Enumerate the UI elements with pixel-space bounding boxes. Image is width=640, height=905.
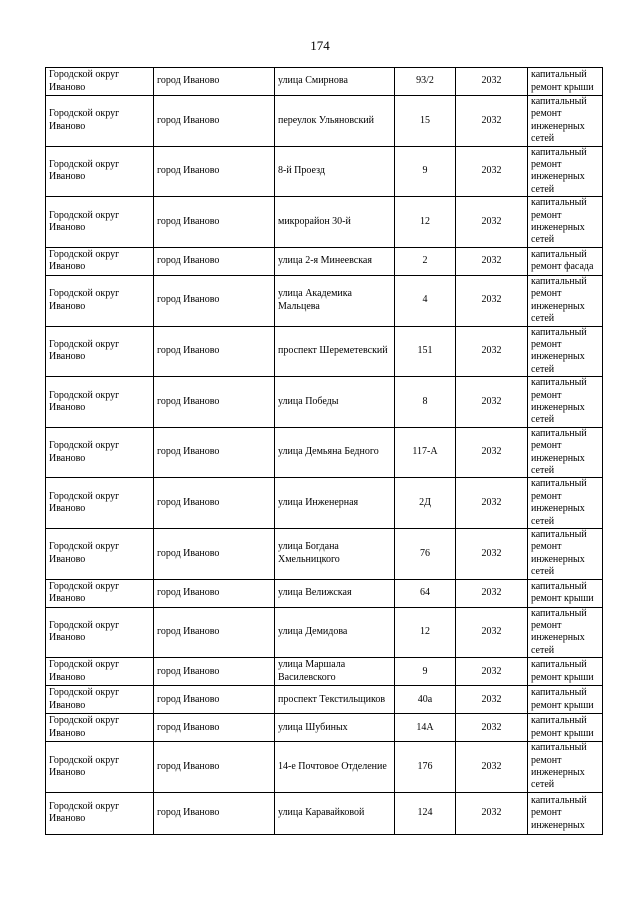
table-body xyxy=(46,68,603,835)
settlement-cell: город Иваново xyxy=(154,68,275,96)
table-row xyxy=(46,742,603,793)
settlement-cell: город Иваново xyxy=(154,247,275,275)
table-row xyxy=(46,197,603,248)
municipality-cell: Городской округ Иваново xyxy=(46,607,154,658)
street-cell: улица Академика Мальцева xyxy=(275,275,395,326)
work-type-cell: капитальный ремонт крыши xyxy=(528,68,603,96)
year-cell: 2032 xyxy=(456,275,528,326)
settlement-cell: город Иваново xyxy=(154,686,275,714)
street-cell: микрорайон 30-й xyxy=(275,197,395,248)
table-row xyxy=(46,792,603,834)
municipality-cell: Городской округ Иваново xyxy=(46,714,154,742)
table-row xyxy=(46,686,603,714)
street-cell: переулок Ульяновский xyxy=(275,96,395,147)
year-cell: 2032 xyxy=(456,478,528,529)
house-number-cell: 15 xyxy=(395,96,456,147)
street-cell: 8-й Проезд xyxy=(275,146,395,197)
house-number-cell: 2Д xyxy=(395,478,456,529)
settlement-cell: город Иваново xyxy=(154,714,275,742)
work-type-cell: капитальный ремонт фасада xyxy=(528,247,603,275)
municipality-cell: Городской округ Иваново xyxy=(46,792,154,834)
work-type-cell: капитальный ремонт инженерных сетей xyxy=(528,742,603,793)
table-row xyxy=(46,427,603,478)
housing-repair-table xyxy=(45,67,603,835)
house-number-cell: 117-А xyxy=(395,427,456,478)
work-type-cell: капитальный ремонт крыши xyxy=(528,714,603,742)
work-type-cell: капитальный ремонт инженерных сетей xyxy=(528,427,603,478)
street-cell: улица Инженерная xyxy=(275,478,395,529)
house-number-cell: 64 xyxy=(395,579,456,607)
settlement-cell: город Иваново xyxy=(154,579,275,607)
municipality-cell: Городской округ Иваново xyxy=(46,197,154,248)
year-cell: 2032 xyxy=(456,96,528,147)
year-cell: 2032 xyxy=(456,658,528,686)
table-row xyxy=(46,579,603,607)
year-cell: 2032 xyxy=(456,68,528,96)
settlement-cell: город Иваново xyxy=(154,478,275,529)
municipality-cell: Городской округ Иваново xyxy=(46,427,154,478)
street-cell: улица Маршала Василевского xyxy=(275,658,395,686)
settlement-cell: город Иваново xyxy=(154,792,275,834)
settlement-cell: город Иваново xyxy=(154,658,275,686)
work-type-cell: капитальный ремонт инженерных xyxy=(528,792,603,834)
table-row xyxy=(46,96,603,147)
house-number-cell: 93/2 xyxy=(395,68,456,96)
year-cell: 2032 xyxy=(456,377,528,428)
house-number-cell: 12 xyxy=(395,197,456,248)
year-cell: 2032 xyxy=(456,197,528,248)
table-row xyxy=(46,658,603,686)
work-type-cell: капитальный ремонт крыши xyxy=(528,686,603,714)
street-cell: улица Шубиных xyxy=(275,714,395,742)
street-cell: улица Победы xyxy=(275,377,395,428)
work-type-cell: капитальный ремонт инженерных сетей xyxy=(528,478,603,529)
house-number-cell: 8 xyxy=(395,377,456,428)
settlement-cell: город Иваново xyxy=(154,607,275,658)
year-cell: 2032 xyxy=(456,579,528,607)
municipality-cell: Городской округ Иваново xyxy=(46,326,154,377)
house-number-cell: 9 xyxy=(395,658,456,686)
house-number-cell: 76 xyxy=(395,529,456,580)
municipality-cell: Городской округ Иваново xyxy=(46,275,154,326)
work-type-cell: капитальный ремонт инженерных сетей xyxy=(528,146,603,197)
year-cell: 2032 xyxy=(456,607,528,658)
street-cell: улица Смирнова xyxy=(275,68,395,96)
table-row xyxy=(46,607,603,658)
street-cell: проспект Шереметевский xyxy=(275,326,395,377)
municipality-cell: Городской округ Иваново xyxy=(46,742,154,793)
settlement-cell: город Иваново xyxy=(154,427,275,478)
table-row xyxy=(46,377,603,428)
house-number-cell: 40а xyxy=(395,686,456,714)
house-number-cell: 14А xyxy=(395,714,456,742)
street-cell: улица Богдана Хмельницкого xyxy=(275,529,395,580)
year-cell: 2032 xyxy=(456,247,528,275)
municipality-cell: Городской округ Иваново xyxy=(46,247,154,275)
street-cell: улица 2-я Минеевская xyxy=(275,247,395,275)
settlement-cell: город Иваново xyxy=(154,326,275,377)
street-cell: улица Демидова xyxy=(275,607,395,658)
house-number-cell: 12 xyxy=(395,607,456,658)
work-type-cell: капитальный ремонт инженерных сетей xyxy=(528,197,603,248)
year-cell: 2032 xyxy=(456,529,528,580)
street-cell: проспект Текстильщиков xyxy=(275,686,395,714)
table-row xyxy=(46,714,603,742)
house-number-cell: 124 xyxy=(395,792,456,834)
street-cell: улица Демьяна Бедного xyxy=(275,427,395,478)
municipality-cell: Городской округ Иваново xyxy=(46,529,154,580)
municipality-cell: Городской округ Иваново xyxy=(46,658,154,686)
settlement-cell: город Иваново xyxy=(154,742,275,793)
work-type-cell: капитальный ремонт инженерных сетей xyxy=(528,377,603,428)
year-cell: 2032 xyxy=(456,714,528,742)
work-type-cell: капитальный ремонт инженерных сетей xyxy=(528,529,603,580)
year-cell: 2032 xyxy=(456,792,528,834)
house-number-cell: 151 xyxy=(395,326,456,377)
settlement-cell: город Иваново xyxy=(154,96,275,147)
table-row xyxy=(46,529,603,580)
settlement-cell: город Иваново xyxy=(154,275,275,326)
municipality-cell: Городской округ Иваново xyxy=(46,96,154,147)
table-row xyxy=(46,68,603,96)
municipality-cell: Городской округ Иваново xyxy=(46,579,154,607)
settlement-cell: город Иваново xyxy=(154,377,275,428)
table-row xyxy=(46,146,603,197)
page-number: 174 xyxy=(310,38,330,53)
street-cell: улица Велижская xyxy=(275,579,395,607)
work-type-cell: капитальный ремонт инженерных сетей xyxy=(528,326,603,377)
municipality-cell: Городской округ Иваново xyxy=(46,146,154,197)
municipality-cell: Городской округ Иваново xyxy=(46,478,154,529)
settlement-cell: город Иваново xyxy=(154,146,275,197)
table-row xyxy=(46,275,603,326)
year-cell: 2032 xyxy=(456,146,528,197)
house-number-cell: 2 xyxy=(395,247,456,275)
work-type-cell: капитальный ремонт крыши xyxy=(528,658,603,686)
year-cell: 2032 xyxy=(456,686,528,714)
year-cell: 2032 xyxy=(456,742,528,793)
year-cell: 2032 xyxy=(456,427,528,478)
street-cell: 14-е Почтовое Отделение xyxy=(275,742,395,793)
work-type-cell: капитальный ремонт инженерных сетей xyxy=(528,275,603,326)
house-number-cell: 4 xyxy=(395,275,456,326)
work-type-cell: капитальный ремонт инженерных сетей xyxy=(528,96,603,147)
table-row xyxy=(46,326,603,377)
municipality-cell: Городской округ Иваново xyxy=(46,377,154,428)
work-type-cell: капитальный ремонт инженерных сетей xyxy=(528,607,603,658)
street-cell: улица Каравайковой xyxy=(275,792,395,834)
municipality-cell: Городской округ Иваново xyxy=(46,686,154,714)
settlement-cell: город Иваново xyxy=(154,197,275,248)
settlement-cell: город Иваново xyxy=(154,529,275,580)
municipality-cell: Городской округ Иваново xyxy=(46,68,154,96)
house-number-cell: 176 xyxy=(395,742,456,793)
table-row xyxy=(46,478,603,529)
table-row xyxy=(46,247,603,275)
year-cell: 2032 xyxy=(456,326,528,377)
house-number-cell: 9 xyxy=(395,146,456,197)
work-type-cell: капитальный ремонт крыши xyxy=(528,579,603,607)
